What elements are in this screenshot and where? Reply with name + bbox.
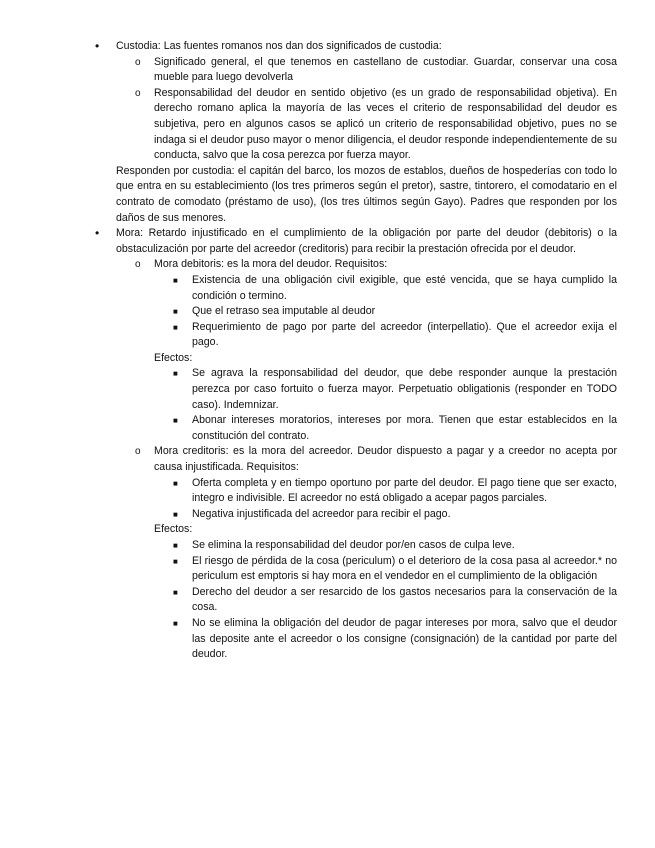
list-item xyxy=(95,366,617,413)
bullet-circle: o xyxy=(135,87,141,99)
custodia-responden-paragraph: Responden por custodia: el capitán del barco, los mozos de establos, dueños de hospederías con todo lo que entra en su establecimiento (los tres primeros según el pretor), sastre, tintorero, el comodatario en el contrato de comodato (préstamo de uso), (los tres últimos según Gayo). Padres que responden por los daños de sus menores. xyxy=(116,164,617,224)
bullet-disc: • xyxy=(95,39,100,53)
custodia-significado-general: Significado general, el que tenemos en castellano de custodiar. Guardar, conservar una cosa mueble para luego devolverla xyxy=(154,55,617,84)
bullet-square: ■ xyxy=(173,478,178,488)
creditoris-requisito: Negativa injustificada del acreedor para recibir el pago. xyxy=(192,507,451,520)
list-item xyxy=(95,616,617,663)
list-item xyxy=(95,554,617,585)
bullet-square: ■ xyxy=(173,618,178,628)
list-item-mora-debitoris xyxy=(95,257,617,273)
document-body xyxy=(95,39,617,663)
list-item-mora-creditoris xyxy=(95,444,617,475)
mora-debitoris-label: Mora debitoris: es la mora del deudor. Requisitos: xyxy=(154,258,388,271)
bullet-square: ■ xyxy=(173,587,178,597)
list-item xyxy=(95,476,617,507)
debitoris-efectos-label: Efectos: xyxy=(154,351,193,364)
creditoris-efecto: Se elimina la responsabilidad del deudor por/en casos de culpa leve. xyxy=(192,539,515,551)
bullet-square: ■ xyxy=(173,541,178,550)
bullet-circle: o xyxy=(135,446,141,458)
mora-creditoris-label: Mora creditoris: es la mora del acreedor. Deudor dispuesto a pagar y a creedor no acepta por causa injustificada. Requisitos: xyxy=(154,445,617,474)
custodia-heading: Custodia: Las fuentes romanos nos dan dos significados de custodia: xyxy=(116,40,442,52)
bullet-square: ■ xyxy=(173,307,178,317)
list-item-custodia xyxy=(95,39,617,55)
bullet-square: ■ xyxy=(173,509,178,519)
bullet-square: ■ xyxy=(173,416,178,426)
creditoris-efectos-label: Efectos: xyxy=(154,523,193,536)
creditoris-efecto: No se elimina la obligación del deudor de pagar intereses por mora, salvo que el deudor las deposite ante el acreedor o los consigne (consignación) de la cantidad por parte del deudor. xyxy=(192,616,617,661)
bullet-square: ■ xyxy=(173,275,178,285)
bullet-circle: o xyxy=(135,56,141,68)
debitoris-efecto: Abonar intereses moratorios, intereses por mora. Tienen que estar establecidos en la constitución del contrato. xyxy=(192,414,617,442)
creditoris-efecto: Derecho del deudor a ser resarcido de los gastos necesarios para la conservación de la cosa. xyxy=(192,585,617,614)
creditoris-efecto: El riesgo de pérdida de la cosa (periculum) o el deterioro de la cosa pasa al acreedor.* no periculum est emptoris si hay mora en el vendedor en el cumplimiento de la obligación xyxy=(192,554,617,583)
mora-heading: Mora: Retardo injustificado en el cumplimiento de la obligación por parte del deudor (debitoris) o la obstaculización por parte del acreedor (creditoris) para recibir la prestación ofrecida por el deudor. xyxy=(116,227,617,255)
debitoris-requisito: Existencia de una obligación civil exigible, que esté vencida, que se haya cumplido la condición o termino. xyxy=(192,273,617,302)
list-item xyxy=(95,507,617,523)
debitoris-requisito: Requerimiento de pago por parte del acreedor (interpellatio). Que el acreedor exija el pago. xyxy=(192,320,617,349)
bullet-circle: o xyxy=(135,259,141,271)
creditoris-requisito: Oferta completa y en tiempo oportuno por parte del deudor. El pago tiene que ser exacto, integro e indivisible. El acreedor no está obligado a acepar pagos parciales. xyxy=(192,476,617,505)
bullet-square: ■ xyxy=(173,322,178,332)
debitoris-requisito: Que el retraso sea imputable al deudor xyxy=(192,305,376,318)
list-item xyxy=(95,86,617,164)
list-item xyxy=(95,55,617,86)
bullet-square: ■ xyxy=(173,369,178,379)
debitoris-efecto: Se agrava la responsabilidad del deudor, que debe responder aunque la prestación perezca por caso fortuito o fuerza mayor. Perpetuatio obligationis (responder en TODO caso). Indemnizar. xyxy=(192,367,617,411)
bullet-disc: • xyxy=(95,226,100,241)
list-item xyxy=(95,273,617,304)
list-item-mora xyxy=(95,226,617,257)
list-item xyxy=(95,320,617,351)
custodia-responsabilidad-objetiva: Responsabilidad del deudor en sentido objetivo (es un grado de responsabilidad objetiva). En derecho romano aplica la mayoría de las veces el criterio de responsabilidad del deudor es subjetiva, pero en algunos casos se aplicó un criterio de responsabilidad objetivo, pues no se indaga si el deudor puso mayor o menor diligencia, el deudor responde independientemente de su conducta, salvo que la cosa perezca por fuerza mayor. xyxy=(154,86,617,162)
list-item xyxy=(95,304,617,320)
list-item xyxy=(95,413,617,444)
list-item xyxy=(95,585,617,616)
bullet-square: ■ xyxy=(173,556,178,566)
list-item xyxy=(95,538,617,554)
